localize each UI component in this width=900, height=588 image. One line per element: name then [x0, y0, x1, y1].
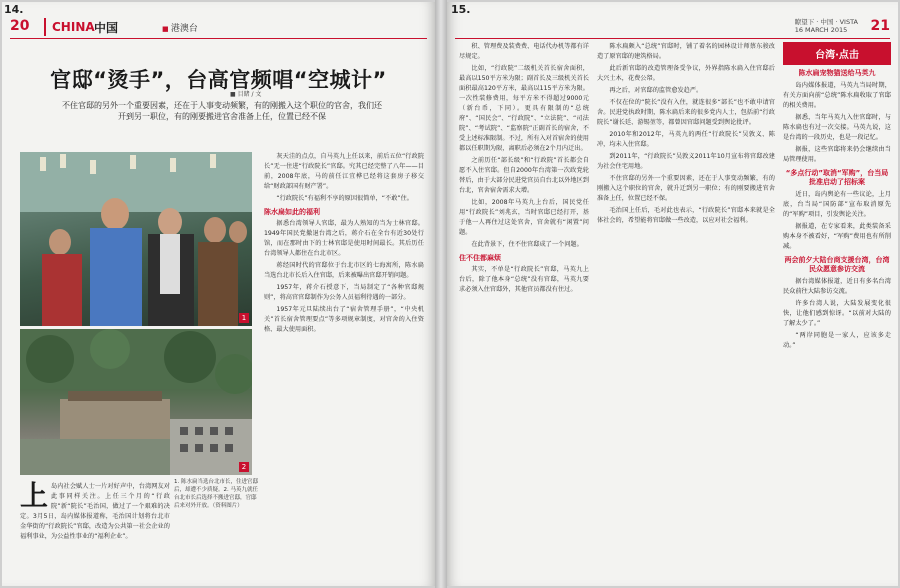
- paragraph: 近日，岛内舆论有一些议论，上月底，台当局“国防部”宣布取消原先的“军购”项目，引发舆论关注。: [783, 191, 891, 218]
- paragraph: 在此背景下，住不住官邸成了一个问题。: [471, 241, 583, 248]
- paragraph: 比如，“行政院”二级机关首长宿舍面积，最高以150平方米为限；副首长及三级机关首长面积最高120平方米，最高以115平方米为限。一次性装修费用，每平方米不得超过9000元（新台币，下同）。更具有限制的“总统府”、“国民会”、“行政院”、“立法院”、“司法院”、“考试院”、“监察院”正副首长的宿舍，不受上述标准限制。不过，所有入对首宿舍的使用都以任职期为限，离职后必须在2个月内迁出。: [459, 65, 589, 152]
- paragraph: 据悉台湾领导人官邸，最为人熟知的当为士林官邸。1949年国民党撤退台湾之后，蒋介石在全台有近30处行馆，而在那时由下的士林官邸是使用时间最长。其后历任台湾领导人都住在台北市区。: [264, 220, 424, 257]
- paragraph: 1957年元旦陆续出台了“宿舍管理手册”，“中央机关”首长宿舍管理要点”等多项规章制度，对官舍的入住资格、最大使用面积。: [264, 306, 424, 333]
- paragraph: 陈水扁颇入“总统”官邸时，铺了着名的园林设计师蔡东骏改造了原官邸的建筑格局。: [597, 43, 775, 60]
- sidebar-title: 台湾·点击: [783, 42, 891, 65]
- article-deck: 不住官邸的另外一个重要因素，还在于人事变动频繁，有的刚搬入这个职位的官舍，我们还开到另一职位，有的刚要搬进官舍准备上任，位置已经不保: [62, 101, 382, 121]
- paragraph: 岛内媒体报道，马英九当局时期，有关方面向前“总统”陈水扁收取了官邸的相关费用。: [783, 82, 891, 109]
- drop-cap: 上: [20, 479, 49, 512]
- left-page: [2, 2, 435, 586]
- page-number-left: 20: [10, 18, 30, 34]
- byline: ■ 目睹 / 文: [230, 91, 262, 98]
- paragraph: 蒋经国时代的官邸位于台北市区的七海寓所，陈水扁当选台北市长后入住官邸，后来被曝出官邸开销问题。: [264, 262, 424, 279]
- photo-caption: 1. 陈水扁当选台北市长，住进官邸后，却遭不少质疑。2. 马英九就任台北市长后选择不搬进官邸，官邸后来对外开放。（资料图片）: [174, 479, 258, 509]
- section-label-en: CHINA: [44, 18, 101, 36]
- paragraph: 此后新官邸的改造管理备受争议，外界指陈水扁入住官邸后大兴土木，花费公帑。: [597, 65, 775, 82]
- scan-number-left: 14.: [4, 3, 24, 16]
- article-headline: 官邸“烫手”，台高官频唱“空城计”: [50, 68, 387, 92]
- sidebar-text: [783, 277, 891, 351]
- magazine-info: 瞭望下 · 中国 · VISTA 16 MARCH 2015: [794, 18, 858, 34]
- paragraph: “两岸同胞是一家人，应该多走动。”: [783, 332, 891, 349]
- header-rule: [455, 38, 890, 39]
- news-sidebar: [783, 42, 891, 584]
- paragraph: 再之后，对官邸的监管愈发趋严。: [609, 87, 703, 94]
- photo-number-badge: 2: [239, 462, 249, 472]
- photo-number-badge: 1: [239, 313, 249, 323]
- paragraph: 2010年和2012年，马英九的两任“行政院长”吴敦义、陈冲，均未入住官邸。: [597, 131, 775, 148]
- photo-officials-illustration: [20, 152, 252, 326]
- right-page: [447, 2, 898, 586]
- sidebar-text: [783, 190, 891, 252]
- paragraph: 积、管理费及装费费、电话代办机等都有详尽规定。: [459, 43, 589, 60]
- paragraph: 不仅在位的“院长”没有入住，就连很多“部长”也不敢申请官舍。民进党执政时期，陈水扁后来的很多党内人士，包括前“行政院长”谢长廷、游锡堃等，都曾因官邸问题受到舆论批评。: [597, 99, 775, 126]
- article-column-2: [597, 42, 775, 228]
- paragraph: 据台湾媒体报道，近日有多名台湾民众前往大陆参访交流。: [783, 278, 891, 295]
- paragraph: 许多台湾人说，大陆发展变化很快，让他们感到惊讶。“以前对大陆的了解太少了。”: [783, 300, 891, 327]
- sidebar-text: [783, 81, 891, 165]
- paragraph: 比如，2008年马英九上台后，国民党任用“行政院长”刘兆玄，当时官邸已经打开，基于他一人再住过这处官舍，官舍就有“闲置”问题。: [459, 199, 589, 236]
- paragraph: 到2011年，“行政院长”吴敦义2011年10月宣布将官邸改建为社会住宅用地。: [597, 153, 775, 170]
- paragraph: 据悉，当年马英九入住官邸时，与陈水扁也有过一次交接。马英九说，这是台湾的一段历史，也是一段记忆。: [783, 114, 891, 141]
- paragraph: “行政院长”有福利不享的原因很简单，“不敢”住。: [276, 195, 413, 202]
- paragraph: 不住官邸的另外一个重要因素，还在于人事变动频繁，有的刚搬入这个职位的官舍，就升迁到另一职位；有的刚要搬进官舍准备上任，位置已经不保。: [597, 175, 775, 202]
- section-label-cn: 中国: [94, 21, 119, 35]
- scan-number-right: 15.: [451, 3, 471, 16]
- sub-section-tag: ■ 港澳台: [162, 21, 198, 34]
- article-column-1: [459, 42, 589, 297]
- section-subhead: 陈水扁如此的福利: [264, 208, 320, 216]
- left-page-header: [2, 16, 435, 38]
- section-subhead: 住不住都麻烦: [459, 254, 501, 262]
- article-opening-column: [20, 479, 170, 542]
- paragraph: 灰天洼的点点，自马英九上任以来，前后五位“行政院长”无一住进“行政院长”官邸。究其已经完整了八年——目前，2008年底，马的前任江宜桦已经将这套房子移交给“财政部国有财产署”。: [264, 153, 424, 190]
- book-gutter: [435, 0, 447, 588]
- article-column-a: [264, 152, 424, 337]
- paragraph: 之前历任“部长级”和“行政院”首长都会自愿不入住官邸。但自2000年台湾第一次政党轮替后，由于大部分民进党官员自台北以外地区到台北，官舍宿舍需求大增。: [459, 157, 589, 194]
- paragraph: 据报，这些官邸将来仍会继续由当局管理使用。: [783, 146, 891, 163]
- paragraph: 据报道，在专家看来，此类装备采购本身不被看好，“军购”费用也有所削减。: [783, 223, 891, 250]
- sidebar-subhead: 陈水扁宠物猫送给马英九: [798, 69, 876, 77]
- paragraph: 毛治国上任后，毛对此也表示，“行政院长”官邸本来就是全体社会的，希望能将官邸做一些改造，以应对社会福利。: [597, 207, 775, 224]
- photo-residence-illustration: [20, 329, 252, 475]
- photo-residence-aerial: [20, 329, 252, 475]
- photo-officials: [20, 152, 252, 326]
- sidebar-subhead: “多点行动”取消“军购”，台当局批准启动了招标案: [785, 169, 889, 186]
- right-page-header: [447, 16, 898, 38]
- header-rule: [10, 38, 427, 39]
- page-number-right: 21: [870, 18, 890, 34]
- paragraph: 其实，不单是“行政院长”官邸，马英九上台后，除了他本身“总统”没有官邸，马英九要求必须入住官邸外，其他官员都没有住过。: [459, 266, 589, 293]
- sidebar-subhead: 两会前夕大陆台商支援台湾，台湾民众愿意参访交流: [784, 256, 890, 273]
- paragraph: 1957年，蒋介石授意下，当局制定了“各种官邸规则”，将高官官邸制作为公务人员福利待遇的一部分。: [264, 284, 424, 301]
- opening-paragraph: 岛内社会赋人士一片对好声中，台湾网友对此事同样关注。上任三个月的“行政院”新“院长”毛治国，做过了一个艰难的决定。3月5日，岛内媒体报道称，毛治国计划将台北市金华街的“行政院长”官邸，改造为公共第一社会企业的福利事业，为公益性事业的“福利企业”。: [20, 483, 170, 540]
